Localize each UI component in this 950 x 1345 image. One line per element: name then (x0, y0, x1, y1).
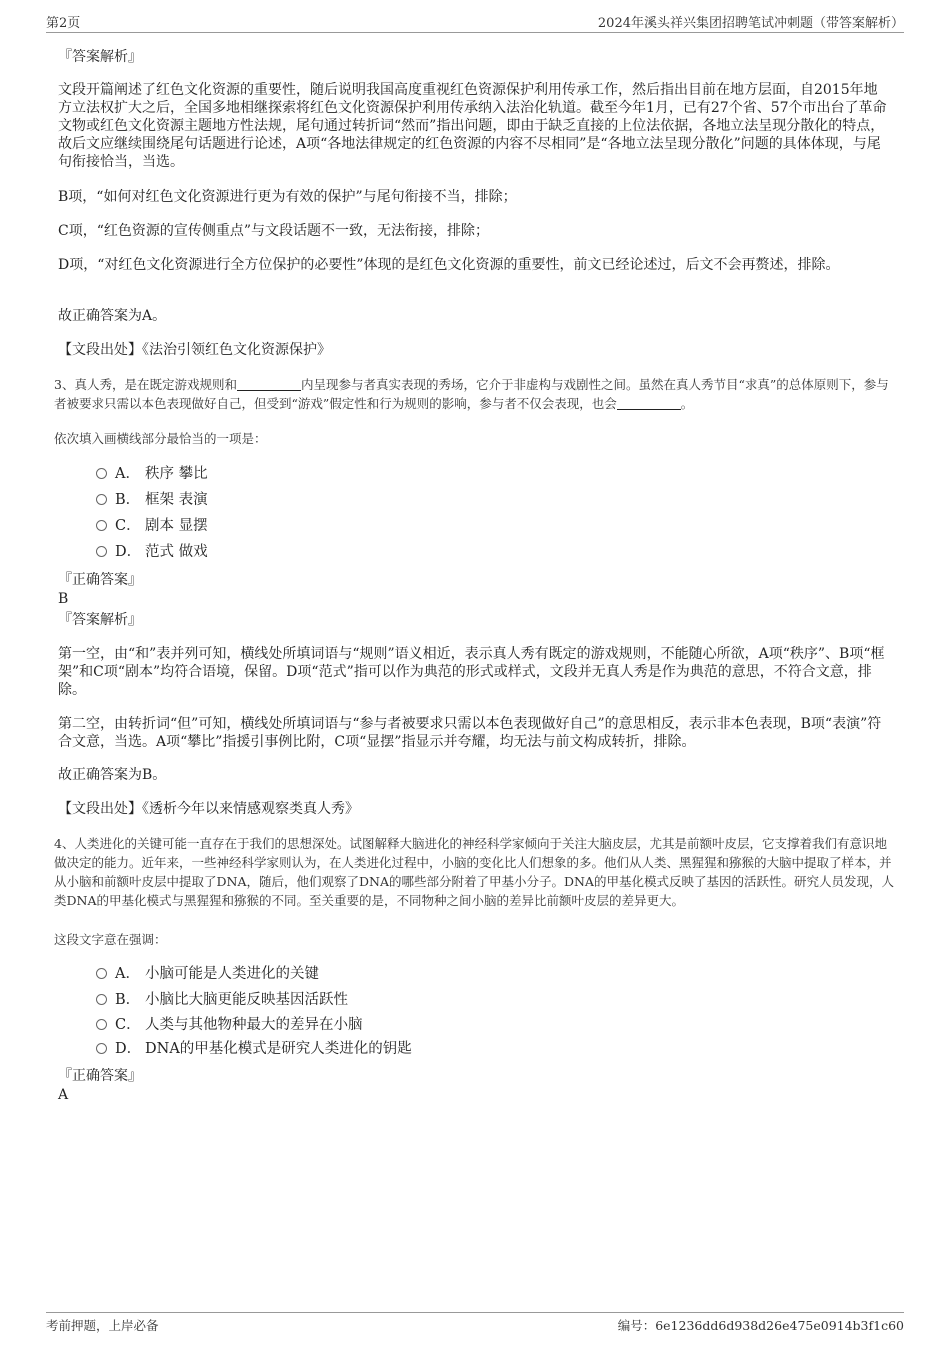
analysis-paragraph: 第一空，由“和”表并列可知，横线处所填词语与“规则”语义相近，表示真人秀有既定的游戏规则，不能随心所欲，A项“秩序”、B项“框架”和C项“剧本”均符合语境，保留。D项“范式”指可以作为典范的形式或样式，文段并无真人秀是作为典范的意思，不符合文意，排除。 (58, 646, 885, 698)
footer-slogan: 考前押题，上岸必备 (46, 1318, 159, 1333)
analysis-label: 『答案解析』 (58, 612, 142, 628)
question-stem: 3、真人秀，是在既定游戏规则和 内呈现参与者真实表现的秀场，它介于非虚构与戏剧性之间。虽然在真人秀节目“求真”的总体原则下，参与者被要求只需以本色表现做好自己，但受到“游戏”假定性和行为规则的影响，参与者不仅会表现，也会 。 (54, 377, 889, 411)
option-b[interactable]: B． 框架 表演 (96, 490, 208, 510)
option-b[interactable]: B． 小脑比大脑更能反映基因活跃性 (96, 990, 348, 1010)
page-number: 第2页 (46, 16, 81, 31)
fill-blank (617, 397, 681, 410)
question-prompt: 依次填入画横线部分最恰当的一项是： (54, 431, 267, 446)
analysis-paragraph: C项，“红色资源的宣传侧重点”与文段话题不一致，无法衔接，排除； (58, 223, 490, 239)
question-stem: 4、人类进化的关键可能一直存在于我们的思想深处。试图解释大脑进化的神经科学家倾向于关注大脑皮层，尤其是前额叶皮层，它支撑着我们有意识地做决定的能力。近年来，一些神经科学家则认为，在人类进化过程中，小脑的变化比人们想象的多。他们从人类、黑猩猩和猕猴的大脑中提取了样本，并从小脑和前额叶皮层中提取了DNA，随后，他们观察了DNA的哪些部分附着了甲基小分子。DNA的甲基化模式反映了基因的活跃性。研究人员发现，人类DNA的甲基化模式与黑猩猩和猕猴的不同。至关重要的是，不同物种之间小脑的差异比前额叶皮层的差异更大。 (54, 836, 894, 908)
radio-icon[interactable] (96, 520, 107, 531)
radio-icon[interactable] (96, 468, 107, 479)
answer-label: 『正确答案』 (58, 1068, 142, 1084)
option-a[interactable]: A． 小脑可能是人类进化的关键 (96, 964, 319, 984)
analysis-label: 『答案解析』 (58, 49, 142, 65)
answer-value: A (58, 1087, 69, 1103)
source-citation: 【文段出处】《透析今年以来情感观察类真人秀》 (58, 801, 359, 817)
document-title: 2024年溪头祥兴集团招聘笔试冲刺题（带答案解析） (597, 16, 904, 31)
radio-icon[interactable] (96, 546, 107, 557)
option-c[interactable]: C． 剧本 显摆 (96, 516, 208, 536)
option-a[interactable]: A． 秩序 攀比 (96, 464, 208, 484)
analysis-paragraph: 文段开篇阐述了红色文化资源的重要性，随后说明我国高度重视红色资源保护利用传承工作，然后指出目前在地方层面，自2015年地方立法权扩大之后，全国多地相继探索将红色文化资源保护利用传承纳入法治化轨道。截至今年1月，已有27个省、57个市出台了革命文物或红色文化资源主题地方性法规，尾句通过转折词“然而”指出问题，即由于缺乏直接的上位法依据，各地立法呈现分散化的特点，故后文应继续围绕尾句话题进行论述，A项“各地法律规定的红色资源的内容不尽相同”是“各地立法呈现分散化”问题的具体体现，与尾句衔接恰当，当选。 (58, 82, 887, 170)
fill-blank (237, 378, 301, 391)
radio-icon[interactable] (96, 994, 107, 1005)
question-prompt: 这段文字意在强调： (54, 932, 167, 947)
analysis-paragraph: D项，“对红色文化资源进行全方位保护的必要性”体现的是红色文化资源的重要性，前文已经论述过，后文不会再赘述，排除。 (58, 257, 840, 273)
answer-conclusion: 故正确答案为A。 (58, 308, 167, 324)
page-header (46, 12, 904, 33)
analysis-paragraph: 第二空，由转折词“但”可知，横线处所填词语与“参与者被要求只需以本色表现做好自己”的意思相反，表示非本色表现，B项“表演”符合文意，当选。A项“攀比”指援引事例比附，C项“显摆”指显示并夸耀，均无法与前文构成转折，排除。 (58, 716, 882, 750)
answer-value: B (58, 591, 69, 607)
radio-icon[interactable] (96, 1019, 107, 1030)
option-d[interactable]: D． 范式 做戏 (96, 542, 208, 562)
document-id: 编号：6e1236dd6d938d26e475e0914b3f1c60 (617, 1318, 904, 1333)
analysis-paragraph: B项，“如何对红色文化资源进行更为有效的保护”与尾句衔接不当，排除； (58, 189, 517, 205)
answer-conclusion: 故正确答案为B。 (58, 767, 167, 783)
option-c[interactable]: C． 人类与其他物种最大的差异在小脑 (96, 1015, 363, 1035)
radio-icon[interactable] (96, 1043, 107, 1054)
radio-icon[interactable] (96, 494, 107, 505)
page-footer (46, 1312, 904, 1336)
answer-label: 『正确答案』 (58, 572, 142, 588)
radio-icon[interactable] (96, 968, 107, 979)
source-citation: 【文段出处】《法治引领红色文化资源保护》 (58, 342, 331, 358)
option-d[interactable]: D． DNA的甲基化模式是研究人类进化的钥匙 (96, 1039, 412, 1059)
